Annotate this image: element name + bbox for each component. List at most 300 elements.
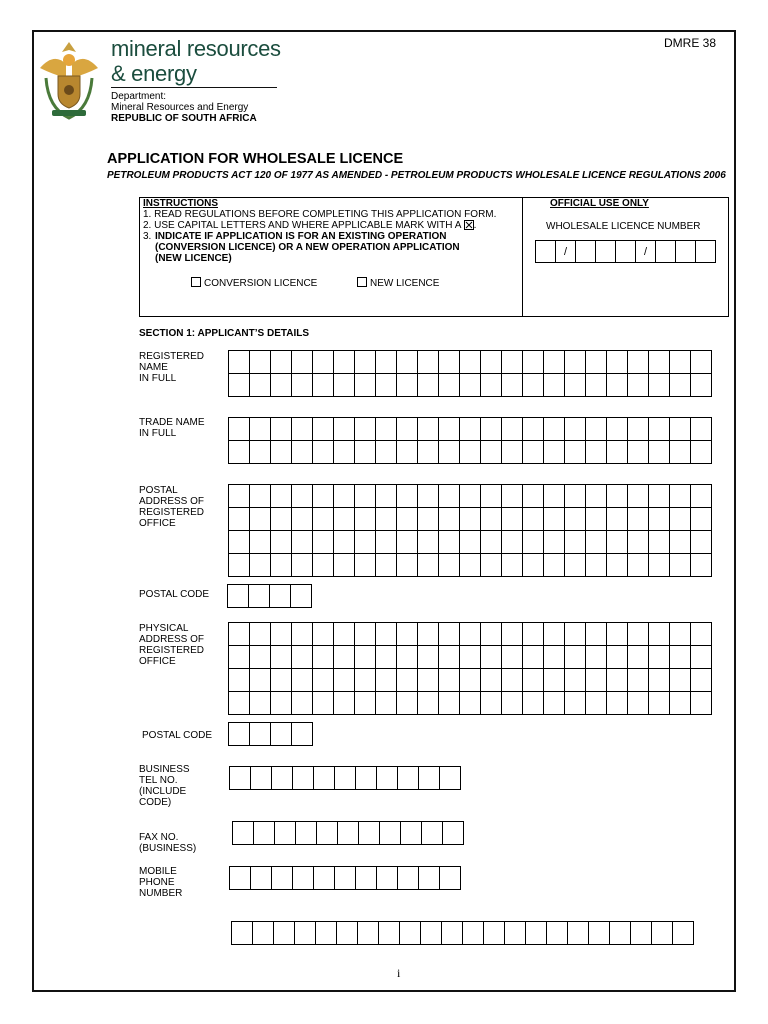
- char-box[interactable]: [649, 351, 670, 374]
- conversion-licence-option[interactable]: [191, 277, 317, 289]
- char-box[interactable]: [628, 646, 649, 669]
- char-box[interactable]: [229, 646, 250, 669]
- char-box[interactable]: [355, 623, 376, 646]
- char-box[interactable]: [568, 922, 589, 945]
- char-box[interactable]: [398, 767, 419, 790]
- char-box[interactable]: [376, 418, 397, 441]
- char-box[interactable]: [649, 441, 670, 464]
- char-box[interactable]: [313, 554, 334, 577]
- char-box[interactable]: [523, 646, 544, 669]
- char-box[interactable]: [502, 485, 523, 508]
- char-box[interactable]: [313, 623, 334, 646]
- licence-char-box[interactable]: [536, 241, 556, 263]
- char-box[interactable]: [565, 418, 586, 441]
- char-box[interactable]: [229, 531, 250, 554]
- char-box[interactable]: [376, 623, 397, 646]
- char-box[interactable]: [460, 374, 481, 397]
- char-box[interactable]: [649, 623, 670, 646]
- char-box[interactable]: [317, 822, 338, 845]
- char-box[interactable]: [250, 418, 271, 441]
- char-box[interactable]: [439, 374, 460, 397]
- char-box[interactable]: [544, 441, 565, 464]
- char-box[interactable]: [439, 531, 460, 554]
- char-box[interactable]: [607, 554, 628, 577]
- char-box[interactable]: [334, 508, 355, 531]
- char-box[interactable]: [670, 531, 691, 554]
- postal-code-grid-1[interactable]: [227, 584, 312, 608]
- char-box[interactable]: [481, 508, 502, 531]
- char-box[interactable]: [397, 623, 418, 646]
- char-box[interactable]: [544, 692, 565, 715]
- char-box[interactable]: [481, 646, 502, 669]
- char-box[interactable]: [670, 374, 691, 397]
- char-box[interactable]: [295, 922, 316, 945]
- char-box[interactable]: [586, 692, 607, 715]
- char-box[interactable]: [673, 922, 694, 945]
- char-box[interactable]: [544, 508, 565, 531]
- registered-name-grid[interactable]: [228, 350, 712, 397]
- char-box[interactable]: [376, 531, 397, 554]
- char-box[interactable]: [544, 554, 565, 577]
- char-box[interactable]: [250, 646, 271, 669]
- char-box[interactable]: [334, 485, 355, 508]
- char-box[interactable]: [628, 374, 649, 397]
- char-box[interactable]: [670, 692, 691, 715]
- char-box[interactable]: [229, 623, 250, 646]
- char-box[interactable]: [355, 554, 376, 577]
- char-box[interactable]: [250, 623, 271, 646]
- char-box[interactable]: [481, 351, 502, 374]
- licence-char-box[interactable]: [576, 241, 596, 263]
- char-box[interactable]: [250, 692, 271, 715]
- char-box[interactable]: [691, 418, 712, 441]
- char-box[interactable]: [418, 485, 439, 508]
- char-box[interactable]: [251, 767, 272, 790]
- char-box[interactable]: [249, 585, 270, 608]
- char-box[interactable]: [565, 554, 586, 577]
- char-box[interactable]: [586, 646, 607, 669]
- char-box[interactable]: [292, 485, 313, 508]
- char-box[interactable]: [565, 646, 586, 669]
- char-box[interactable]: [250, 351, 271, 374]
- char-box[interactable]: [229, 723, 250, 746]
- char-box[interactable]: [481, 623, 502, 646]
- char-box[interactable]: [649, 669, 670, 692]
- char-box[interactable]: [334, 554, 355, 577]
- char-box[interactable]: [670, 508, 691, 531]
- char-box[interactable]: [628, 692, 649, 715]
- char-box[interactable]: [250, 723, 271, 746]
- char-box[interactable]: [670, 669, 691, 692]
- char-box[interactable]: [334, 418, 355, 441]
- postal-address-grid[interactable]: [228, 484, 712, 577]
- char-box[interactable]: [355, 441, 376, 464]
- char-box[interactable]: [502, 646, 523, 669]
- char-box[interactable]: [607, 418, 628, 441]
- extra-line-grid[interactable]: [231, 921, 694, 945]
- char-box[interactable]: [439, 418, 460, 441]
- char-box[interactable]: [547, 922, 568, 945]
- char-box[interactable]: [271, 374, 292, 397]
- char-box[interactable]: [251, 867, 272, 890]
- char-box[interactable]: [670, 351, 691, 374]
- char-box[interactable]: [397, 692, 418, 715]
- char-box[interactable]: [313, 692, 334, 715]
- char-box[interactable]: [649, 692, 670, 715]
- char-box[interactable]: [586, 351, 607, 374]
- char-box[interactable]: [463, 922, 484, 945]
- char-box[interactable]: [418, 669, 439, 692]
- char-box[interactable]: [377, 767, 398, 790]
- char-box[interactable]: [523, 441, 544, 464]
- char-box[interactable]: [401, 822, 422, 845]
- char-box[interactable]: [355, 351, 376, 374]
- char-box[interactable]: [355, 485, 376, 508]
- char-box[interactable]: [334, 692, 355, 715]
- char-box[interactable]: [271, 646, 292, 669]
- char-box[interactable]: [607, 646, 628, 669]
- char-box[interactable]: [565, 441, 586, 464]
- char-box[interactable]: [526, 922, 547, 945]
- char-box[interactable]: [481, 531, 502, 554]
- char-box[interactable]: [418, 441, 439, 464]
- char-box[interactable]: [376, 441, 397, 464]
- char-box[interactable]: [313, 646, 334, 669]
- licence-char-box[interactable]: [656, 241, 676, 263]
- char-box[interactable]: [607, 374, 628, 397]
- char-box[interactable]: [481, 374, 502, 397]
- char-box[interactable]: [523, 374, 544, 397]
- char-box[interactable]: [670, 554, 691, 577]
- char-box[interactable]: [443, 822, 464, 845]
- char-box[interactable]: [397, 554, 418, 577]
- char-box[interactable]: [334, 623, 355, 646]
- char-box[interactable]: [418, 554, 439, 577]
- char-box[interactable]: [484, 922, 505, 945]
- char-box[interactable]: [460, 508, 481, 531]
- char-box[interactable]: [649, 374, 670, 397]
- char-box[interactable]: [233, 822, 254, 845]
- char-box[interactable]: [229, 351, 250, 374]
- char-box[interactable]: [296, 822, 317, 845]
- char-box[interactable]: [565, 374, 586, 397]
- char-box[interactable]: [586, 485, 607, 508]
- char-box[interactable]: [291, 585, 312, 608]
- char-box[interactable]: [418, 531, 439, 554]
- char-box[interactable]: [356, 767, 377, 790]
- char-box[interactable]: [271, 554, 292, 577]
- char-box[interactable]: [544, 351, 565, 374]
- char-box[interactable]: [355, 418, 376, 441]
- char-box[interactable]: [565, 485, 586, 508]
- char-box[interactable]: [691, 485, 712, 508]
- char-box[interactable]: [502, 508, 523, 531]
- char-box[interactable]: [607, 441, 628, 464]
- char-box[interactable]: [272, 867, 293, 890]
- char-box[interactable]: [250, 554, 271, 577]
- char-box[interactable]: [358, 922, 379, 945]
- char-box[interactable]: [481, 669, 502, 692]
- char-box[interactable]: [229, 554, 250, 577]
- char-box[interactable]: [544, 418, 565, 441]
- char-box[interactable]: [232, 922, 253, 945]
- char-box[interactable]: [250, 669, 271, 692]
- char-box[interactable]: [628, 441, 649, 464]
- char-box[interactable]: [586, 669, 607, 692]
- char-box[interactable]: [649, 531, 670, 554]
- char-box[interactable]: [439, 646, 460, 669]
- char-box[interactable]: [271, 531, 292, 554]
- char-box[interactable]: [439, 441, 460, 464]
- char-box[interactable]: [691, 554, 712, 577]
- char-box[interactable]: [460, 692, 481, 715]
- char-box[interactable]: [502, 374, 523, 397]
- char-box[interactable]: [460, 554, 481, 577]
- licence-char-box[interactable]: [696, 241, 716, 263]
- char-box[interactable]: [691, 374, 712, 397]
- char-box[interactable]: [523, 351, 544, 374]
- char-box[interactable]: [628, 531, 649, 554]
- char-box[interactable]: [628, 418, 649, 441]
- char-box[interactable]: [544, 485, 565, 508]
- char-box[interactable]: [229, 485, 250, 508]
- char-box[interactable]: [586, 418, 607, 441]
- char-box[interactable]: [376, 669, 397, 692]
- char-box[interactable]: [544, 669, 565, 692]
- char-box[interactable]: [355, 646, 376, 669]
- char-box[interactable]: [292, 418, 313, 441]
- char-box[interactable]: [229, 669, 250, 692]
- char-box[interactable]: [607, 351, 628, 374]
- char-box[interactable]: [335, 767, 356, 790]
- char-box[interactable]: [271, 723, 292, 746]
- char-box[interactable]: [229, 692, 250, 715]
- char-box[interactable]: [254, 822, 275, 845]
- char-box[interactable]: [544, 646, 565, 669]
- char-box[interactable]: [440, 767, 461, 790]
- char-box[interactable]: [338, 822, 359, 845]
- char-box[interactable]: [628, 351, 649, 374]
- char-box[interactable]: [397, 418, 418, 441]
- char-box[interactable]: [502, 441, 523, 464]
- char-box[interactable]: [292, 723, 313, 746]
- char-box[interactable]: [271, 623, 292, 646]
- char-box[interactable]: [628, 485, 649, 508]
- char-box[interactable]: [439, 508, 460, 531]
- char-box[interactable]: [586, 374, 607, 397]
- char-box[interactable]: [628, 669, 649, 692]
- char-box[interactable]: [523, 692, 544, 715]
- char-box[interactable]: [439, 623, 460, 646]
- trade-name-grid[interactable]: [228, 417, 712, 464]
- char-box[interactable]: [271, 692, 292, 715]
- char-box[interactable]: [313, 418, 334, 441]
- char-box[interactable]: [334, 646, 355, 669]
- char-box[interactable]: [565, 351, 586, 374]
- char-box[interactable]: [376, 554, 397, 577]
- char-box[interactable]: [377, 867, 398, 890]
- char-box[interactable]: [270, 585, 291, 608]
- char-box[interactable]: [380, 822, 401, 845]
- business-tel-grid[interactable]: [229, 766, 461, 790]
- char-box[interactable]: [502, 623, 523, 646]
- char-box[interactable]: [440, 867, 461, 890]
- char-box[interactable]: [460, 531, 481, 554]
- char-box[interactable]: [628, 623, 649, 646]
- char-box[interactable]: [586, 554, 607, 577]
- physical-address-grid[interactable]: [228, 622, 712, 715]
- char-box[interactable]: [355, 531, 376, 554]
- char-box[interactable]: [292, 351, 313, 374]
- char-box[interactable]: [292, 646, 313, 669]
- char-box[interactable]: [607, 508, 628, 531]
- char-box[interactable]: [607, 485, 628, 508]
- char-box[interactable]: [314, 767, 335, 790]
- char-box[interactable]: [691, 646, 712, 669]
- char-box[interactable]: [292, 441, 313, 464]
- char-box[interactable]: [607, 669, 628, 692]
- char-box[interactable]: [275, 822, 296, 845]
- char-box[interactable]: [460, 418, 481, 441]
- char-box[interactable]: [460, 646, 481, 669]
- char-box[interactable]: [292, 692, 313, 715]
- char-box[interactable]: [250, 485, 271, 508]
- char-box[interactable]: [502, 692, 523, 715]
- char-box[interactable]: [313, 531, 334, 554]
- mobile-grid[interactable]: [229, 866, 461, 890]
- char-box[interactable]: [505, 922, 526, 945]
- char-box[interactable]: [272, 767, 293, 790]
- char-box[interactable]: [271, 441, 292, 464]
- char-box[interactable]: [419, 767, 440, 790]
- char-box[interactable]: [292, 669, 313, 692]
- char-box[interactable]: [460, 441, 481, 464]
- char-box[interactable]: [292, 531, 313, 554]
- char-box[interactable]: [586, 441, 607, 464]
- char-box[interactable]: [502, 669, 523, 692]
- char-box[interactable]: [229, 508, 250, 531]
- char-box[interactable]: [418, 646, 439, 669]
- char-box[interactable]: [628, 554, 649, 577]
- char-box[interactable]: [397, 669, 418, 692]
- char-box[interactable]: [355, 508, 376, 531]
- char-box[interactable]: [631, 922, 652, 945]
- char-box[interactable]: [334, 441, 355, 464]
- char-box[interactable]: [230, 867, 251, 890]
- char-box[interactable]: [271, 669, 292, 692]
- char-box[interactable]: [250, 508, 271, 531]
- char-box[interactable]: [335, 867, 356, 890]
- char-box[interactable]: [356, 867, 377, 890]
- char-box[interactable]: [355, 374, 376, 397]
- char-box[interactable]: [313, 508, 334, 531]
- char-box[interactable]: [649, 418, 670, 441]
- char-box[interactable]: [607, 692, 628, 715]
- char-box[interactable]: [523, 418, 544, 441]
- char-box[interactable]: [397, 531, 418, 554]
- char-box[interactable]: [419, 867, 440, 890]
- char-box[interactable]: [670, 485, 691, 508]
- char-box[interactable]: [628, 508, 649, 531]
- char-box[interactable]: [397, 485, 418, 508]
- new-licence-checkbox[interactable]: [357, 277, 367, 287]
- char-box[interactable]: [313, 485, 334, 508]
- char-box[interactable]: [481, 554, 502, 577]
- char-box[interactable]: [691, 351, 712, 374]
- char-box[interactable]: [523, 554, 544, 577]
- licence-char-box[interactable]: [616, 241, 636, 263]
- licence-number-table[interactable]: [535, 240, 716, 263]
- char-box[interactable]: [670, 441, 691, 464]
- char-box[interactable]: [439, 692, 460, 715]
- char-box[interactable]: [544, 623, 565, 646]
- licence-char-box[interactable]: /: [556, 241, 576, 263]
- char-box[interactable]: [586, 531, 607, 554]
- char-box[interactable]: [400, 922, 421, 945]
- postal-code-grid-2[interactable]: [228, 722, 313, 746]
- char-box[interactable]: [397, 508, 418, 531]
- char-box[interactable]: [439, 485, 460, 508]
- char-box[interactable]: [610, 922, 631, 945]
- char-box[interactable]: [544, 531, 565, 554]
- char-box[interactable]: [481, 418, 502, 441]
- char-box[interactable]: [250, 531, 271, 554]
- char-box[interactable]: [544, 374, 565, 397]
- char-box[interactable]: [691, 508, 712, 531]
- char-box[interactable]: [691, 623, 712, 646]
- char-box[interactable]: [460, 669, 481, 692]
- char-box[interactable]: [418, 508, 439, 531]
- char-box[interactable]: [481, 485, 502, 508]
- char-box[interactable]: [670, 646, 691, 669]
- char-box[interactable]: [586, 508, 607, 531]
- char-box[interactable]: [460, 485, 481, 508]
- char-box[interactable]: [442, 922, 463, 945]
- char-box[interactable]: [376, 646, 397, 669]
- char-box[interactable]: [316, 922, 337, 945]
- char-box[interactable]: [376, 374, 397, 397]
- char-box[interactable]: [397, 646, 418, 669]
- new-licence-option[interactable]: [357, 277, 439, 289]
- char-box[interactable]: [649, 554, 670, 577]
- char-box[interactable]: [334, 351, 355, 374]
- char-box[interactable]: [523, 623, 544, 646]
- conversion-licence-checkbox[interactable]: [191, 277, 201, 287]
- char-box[interactable]: [421, 922, 442, 945]
- char-box[interactable]: [379, 922, 400, 945]
- char-box[interactable]: [229, 374, 250, 397]
- char-box[interactable]: [481, 692, 502, 715]
- char-box[interactable]: [376, 351, 397, 374]
- char-box[interactable]: [292, 554, 313, 577]
- char-box[interactable]: [376, 692, 397, 715]
- char-box[interactable]: [607, 623, 628, 646]
- char-box[interactable]: [565, 531, 586, 554]
- char-box[interactable]: [565, 623, 586, 646]
- char-box[interactable]: [292, 623, 313, 646]
- fax-grid[interactable]: [232, 821, 464, 845]
- char-box[interactable]: [649, 646, 670, 669]
- char-box[interactable]: [292, 374, 313, 397]
- licence-number-grid[interactable]: [535, 240, 716, 263]
- char-box[interactable]: [271, 351, 292, 374]
- char-box[interactable]: [250, 441, 271, 464]
- char-box[interactable]: [314, 867, 335, 890]
- char-box[interactable]: [355, 669, 376, 692]
- char-box[interactable]: [418, 351, 439, 374]
- char-box[interactable]: [649, 485, 670, 508]
- char-box[interactable]: [397, 351, 418, 374]
